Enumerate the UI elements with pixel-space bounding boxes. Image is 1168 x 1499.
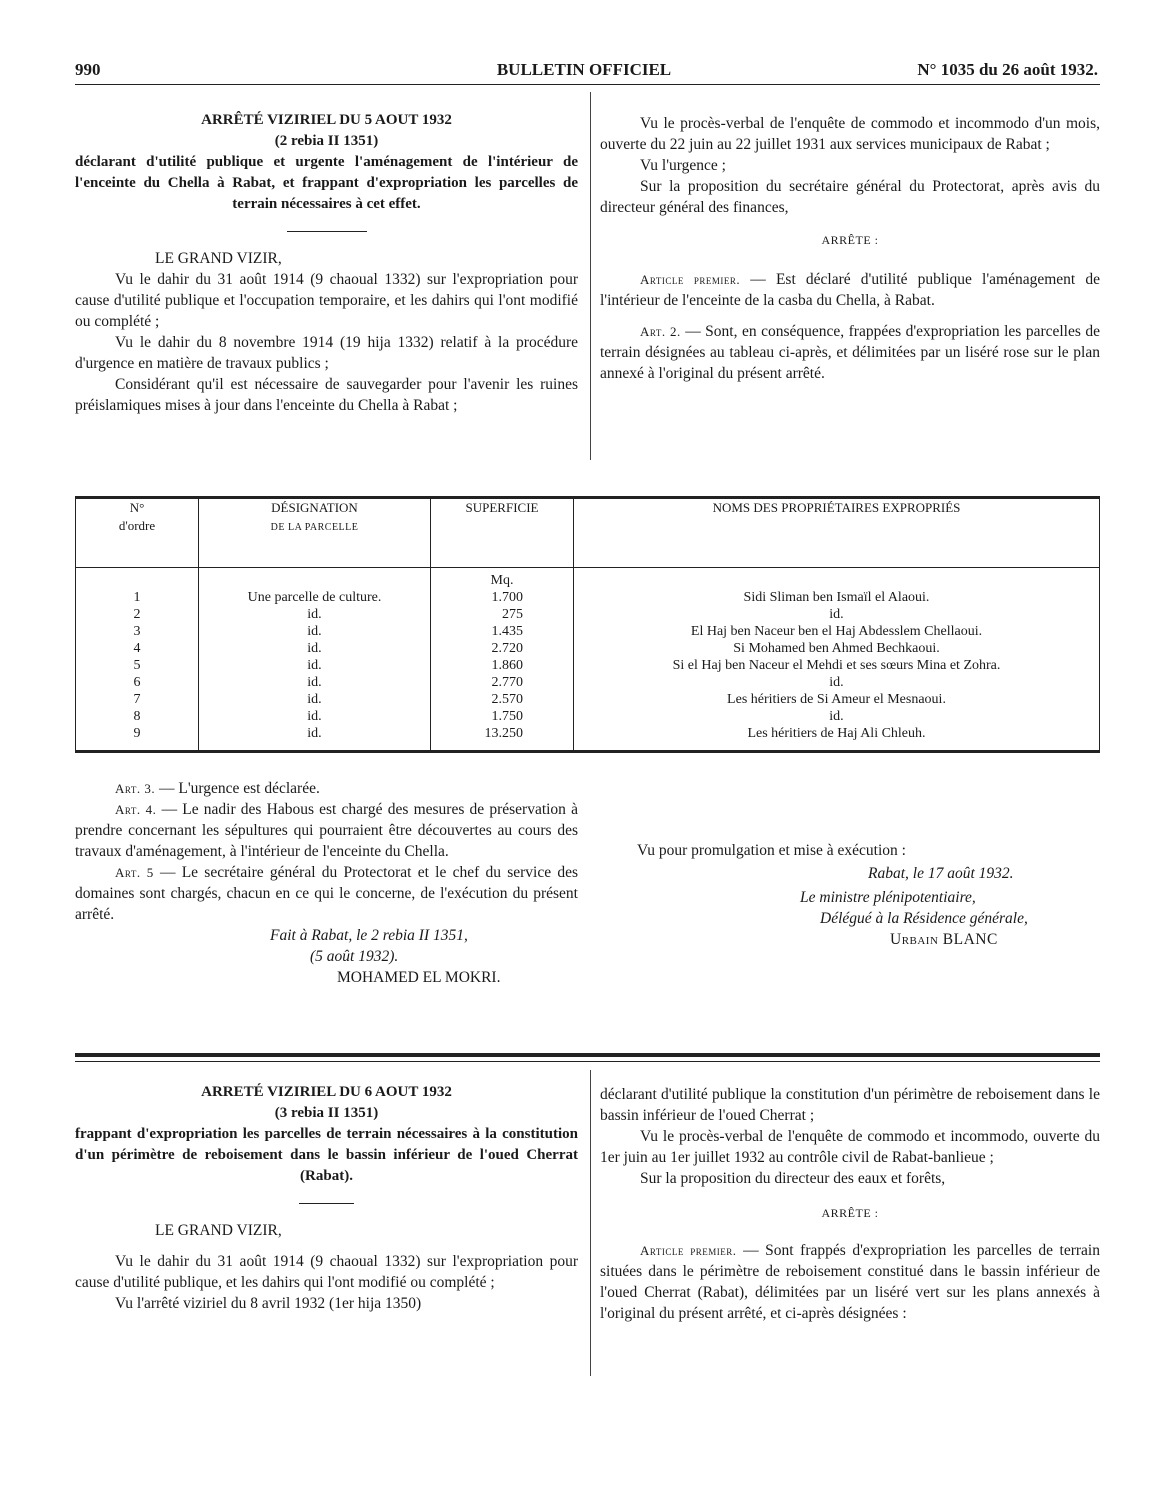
article1-text: — Est déclaré d'utilité publique l'aménagement de l'intérieur de l'enceinte de la casba du Chella, à Rabat. — [600, 271, 1100, 309]
issue-number: N° 1035 du 26 août 1932. — [917, 60, 1098, 79]
table-unit-row — [76, 568, 1100, 590]
surface-cell: 1.435 — [431, 623, 574, 640]
header-order: N° d'ordre — [76, 498, 199, 568]
table-row — [76, 589, 1100, 606]
decree2-visa1: Vu le dahir du 31 août 1914 (9 chaoual 1332) sur l'expropriation pour cause d'utilité publique, et les dahirs qui l'ont modifié ou complété ; — [75, 1253, 578, 1291]
owner-cell: Si Mohamed ben Ahmed Bechkaoui. — [574, 640, 1100, 657]
owner-cell: id. — [574, 674, 1100, 691]
minister-name: Urbain BLANC — [890, 931, 998, 948]
owner-cell: El Haj ben Naceur ben el Haj Abdesslem Chellaoui. — [574, 623, 1100, 640]
surface-cell: 275 — [431, 606, 574, 623]
order-cell: 7 — [76, 691, 199, 708]
promulgation: Vu pour promulgation et mise à exécution : — [637, 842, 906, 859]
surface-cell: 1.700 — [431, 589, 574, 606]
page-number: 990 — [75, 60, 101, 79]
decree1-arrete: ARRÊTE : — [821, 233, 879, 247]
article1-label: Article premier. — [640, 272, 741, 287]
decree2-arrete: ARRÊTE : — [821, 1206, 879, 1220]
owner-cell: Les héritiers de Si Ameur el Mesnaoui. — [574, 691, 1100, 708]
table-row — [76, 657, 1100, 674]
surface-cell: 13.250 — [431, 725, 574, 752]
header-owners: NOMS DES PROPRIÉTAIRES EXPROPRIÉS — [574, 498, 1100, 568]
decree1-left-column — [75, 110, 578, 416]
decree1-visa6: Sur la proposition du secrétaire général du Protectorat, après avis du directeur général des finances, — [600, 178, 1100, 216]
column-rule-2 — [590, 1070, 591, 1376]
order-cell: 1 — [76, 589, 199, 606]
order-cell: 3 — [76, 623, 199, 640]
minister-title-1: Le ministre plénipotentiaire, — [800, 889, 976, 906]
article2-label: Art. 2. — [640, 324, 681, 339]
decree2-title: ARRETÉ VIZIRIEL DU 6 AOUT 1932 — [201, 1084, 452, 1100]
header-surface: SUPERFICIE — [431, 498, 574, 568]
decree1-article3: Art. 3. — L'urgence est déclarée. — [115, 780, 320, 797]
decree2-visa3: Vu le procès-verbal de l'enquête de commodo et incommodo, ouverte du 1er juin au 1er juillet 1932 au contrôle civil de Rabat-banlieue ; — [600, 1128, 1100, 1166]
table-row — [76, 725, 1100, 752]
decree1-visa2: Vu le dahir du 8 novembre 1914 (19 hija 1332) relatif à la procédure d'urgence en matière de travaux publics ; — [75, 334, 578, 372]
decree1-authority: LE GRAND VIZIR, — [155, 250, 282, 267]
header-rule — [75, 84, 1100, 85]
surface-cell: 2.770 — [431, 674, 574, 691]
designation-cell: id. — [199, 606, 431, 623]
designation-cell: id. — [199, 674, 431, 691]
decree1-article4: Art. 4. — Le nadir des Habous est chargé des mesures de préservation à prendre concernant les sépultures qui pourraient être découvertes au cours des travaux d'aménagement, à l'intérieur de l'enceinte du Chella. — [75, 801, 578, 860]
decree1-visa1: Vu le dahir du 31 août 1914 (9 chaoual 1332) sur l'expropriation pour cause d'utilité publique et l'occupation temporaire, et les dahirs qui l'ont modifié ou complété ; — [75, 271, 578, 330]
table-row — [76, 623, 1100, 640]
order-cell: 2 — [76, 606, 199, 623]
designation-cell: id. — [199, 725, 431, 752]
minister-title-2: Délégué à la Résidence générale, — [820, 910, 1028, 927]
owner-cell: Sidi Sliman ben Ismaïl el Alaoui. — [574, 589, 1100, 606]
designation-cell: id. — [199, 708, 431, 725]
decree1-visa3: Considérant qu'il est nécessaire de sauvegarder pour l'avenir les ruines préislamiques mises à jour dans l'enceinte du Chella à Rabat ; — [75, 376, 578, 414]
decree2-visa4: Sur la proposition du directeur des eaux et forêts, — [640, 1170, 946, 1187]
decree2-right-column — [600, 1084, 1100, 1324]
decree2-left-column — [75, 1082, 578, 1314]
decree1-tail-right — [600, 840, 1100, 950]
decree1-done-date: (5 août 1932). — [310, 948, 399, 965]
table-row — [76, 674, 1100, 691]
table-row — [76, 606, 1100, 623]
decree1-tail-left — [75, 778, 578, 988]
owner-cell: Si el Haj ben Naceur el Mehdi et ses sœurs Mina et Zohra. — [574, 657, 1100, 674]
header-designation: DÉSIGNATION DE LA PARCELLE — [199, 498, 431, 568]
order-cell: 5 — [76, 657, 199, 674]
decree2-visa2: Vu l'arrêté viziriel du 8 avril 1932 (1er hija 1350) — [115, 1295, 422, 1312]
order-cell: 6 — [76, 674, 199, 691]
decree1-title: ARRÊTÉ VIZIRIEL DU 5 AOUT 1932 — [201, 112, 452, 128]
table-row — [76, 691, 1100, 708]
parcels-table — [75, 496, 1100, 753]
decree1-done-at: Fait à Rabat, le 2 rebia II 1351, — [270, 927, 468, 944]
decree2-article1: Article premier. — Sont frappés d'expropriation les parcelles de terrain situées dans le périmètre de reboisement constitué dans le bassin inférieur de l'oued Cherrat (Rabat), délimitées par un liséré vert sur les plans annexés à l'original du présent arrêté, et ci-après désignées : — [600, 1242, 1100, 1322]
decree1-article5: Art. 5 — Le secrétaire général du Protectorat et le chef du service des domaines sont chargés, chacun en ce qui le concerne, de l'exécution du présent arrêté. — [75, 864, 579, 923]
column-rule — [590, 92, 591, 460]
surface-unit: Mq. — [431, 568, 574, 590]
decree2-subtitle: (3 rebia II 1351) — [274, 1105, 379, 1121]
decree-separator-light — [75, 1061, 1100, 1062]
owner-cell: id. — [574, 708, 1100, 725]
designation-cell: id. — [199, 657, 431, 674]
owner-cell: Les héritiers de Haj Ali Chleuh. — [574, 725, 1100, 752]
separator — [299, 1203, 354, 1204]
designation-cell: id. — [199, 623, 431, 640]
designation-cell: id. — [199, 640, 431, 657]
article2-text: — Sont, en conséquence, frappées d'expropriation les parcelles de terrain désignées au tableau ci-après, et délimitées par un liséré rose sur le plan annexé à l'original du présent arrêté. — [600, 323, 1101, 382]
decree1-signature: MOHAMED EL MOKRI. — [337, 969, 501, 986]
decree2-summary: frappant d'expropriation les parcelles de terrain nécessaires à la constitution d'un périmètre de reboisement dans le bassin inférieur de l'oued Cherrat (Rabat). — [75, 1126, 578, 1184]
order-cell: 8 — [76, 708, 199, 725]
decree-separator-heavy — [75, 1053, 1100, 1057]
designation-cell: Une parcelle de culture. — [199, 589, 431, 606]
order-cell: 9 — [76, 725, 199, 752]
decree1-subtitle: (2 rebia II 1351) — [274, 133, 379, 149]
decree2-authority: LE GRAND VIZIR, — [155, 1222, 282, 1239]
owner-cell: id. — [574, 606, 1100, 623]
decree1-article2 — [600, 321, 1100, 384]
decree1-summary: déclarant d'utilité publique et urgente l'aménagement de l'intérieur de l'enceinte du Chella à Rabat, et frappant d'expropriation les parcelles de terrain nécessaires à cet effet. — [75, 154, 578, 212]
table-header-row — [76, 498, 1100, 568]
surface-cell: 2.570 — [431, 691, 574, 708]
table-row — [76, 640, 1100, 657]
decree1-article1 — [600, 269, 1100, 311]
decree2-visa2-cont: déclarant d'utilité publique la constitution d'un périmètre de reboisement dans le bassin inférieur de l'oued Cherrat ; — [600, 1086, 1100, 1124]
surface-cell: 1.750 — [431, 708, 574, 725]
order-cell: 4 — [76, 640, 199, 657]
decree1-visa5: Vu l'urgence ; — [640, 157, 726, 174]
decree1-visa4: Vu le procès-verbal de l'enquête de commodo et incommodo d'un mois, ouverte du 22 juin au 22 juillet 1931 aux services municipaux de Rabat ; — [600, 115, 1100, 153]
table-row — [76, 708, 1100, 725]
journal-title: BULLETIN OFFICIEL — [496, 60, 672, 79]
promulgation-place: Rabat, le 17 août 1932. — [868, 865, 1014, 882]
surface-cell: 2.720 — [431, 640, 574, 657]
surface-cell: 1.860 — [431, 657, 574, 674]
designation-cell: id. — [199, 691, 431, 708]
separator — [287, 231, 367, 232]
decree1-right-column — [600, 113, 1100, 384]
